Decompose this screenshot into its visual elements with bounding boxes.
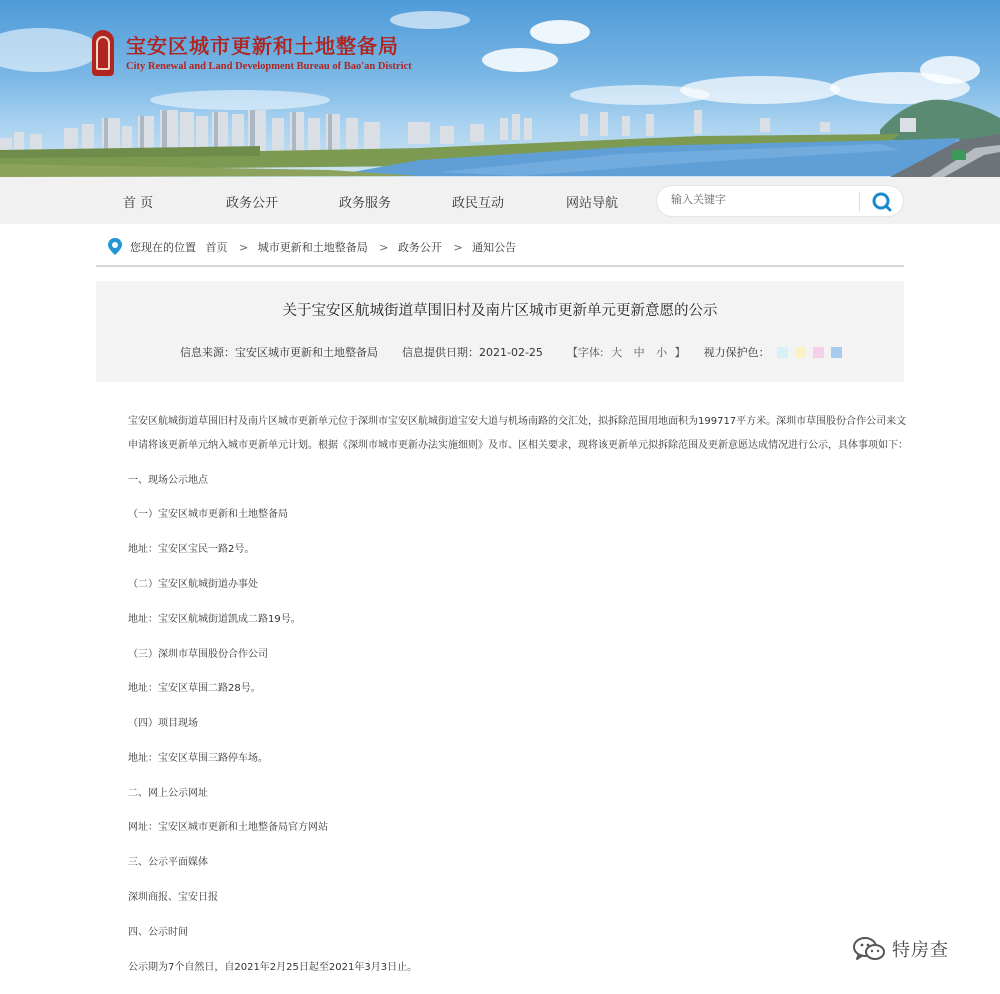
location-pin-icon bbox=[108, 238, 122, 255]
breadcrumb bbox=[96, 226, 904, 267]
address-line: 地址：宝安区草围二路28号。 bbox=[128, 683, 261, 694]
section-heading: 三、公示平面媒体 bbox=[128, 857, 208, 868]
search-icon[interactable] bbox=[871, 191, 893, 213]
nav-interaction[interactable]: 政民互动 bbox=[452, 196, 505, 211]
sub-heading: （一）宝安区城市更新和土地整备局 bbox=[128, 509, 288, 520]
breadcrumb-separator: > bbox=[453, 241, 463, 254]
intro-paragraph-line: 宝安区航城街道草围旧村及南片区城市更新单元位于深圳市宝安区航城街道宝安大道与机场南路的交汇处，拟拆除范围用地面积为199717平方米。深圳市草围股份合作公司来文 bbox=[128, 416, 907, 427]
watermark-text: 特房查 bbox=[892, 940, 949, 961]
section-heading: 四、公示时间 bbox=[128, 927, 188, 938]
wechat-icon bbox=[852, 936, 886, 962]
sub-heading: （三）深圳市草围股份合作公司 bbox=[128, 649, 268, 660]
nav-government-services[interactable]: 政务服务 bbox=[339, 196, 392, 211]
website-line: 网址：宝安区城市更新和土地整备局官方网站 bbox=[128, 822, 328, 833]
seal-icon bbox=[92, 30, 114, 76]
sub-heading: （四）项目现场 bbox=[128, 718, 198, 729]
font-size-medium[interactable]: 中 bbox=[633, 346, 645, 359]
header-banner bbox=[0, 0, 1000, 177]
site-title: 宝安区城市更新和土地整备局 bbox=[126, 34, 399, 58]
section-heading: 一、现场公示地点 bbox=[128, 475, 208, 486]
search-divider bbox=[859, 192, 860, 212]
info-source: 信息来源：宝安区城市更新和土地整备局 bbox=[180, 346, 378, 359]
sub-heading: （二）宝安区航城街道办事处 bbox=[128, 579, 258, 590]
breadcrumb-bureau[interactable]: 城市更新和土地整备局 bbox=[257, 241, 368, 254]
nav-government-affairs[interactable]: 政务公开 bbox=[226, 196, 279, 211]
address-line: 地址：宝安区草围三路停车场。 bbox=[128, 753, 268, 764]
city-skyline-image bbox=[0, 0, 1000, 177]
nav-site-map[interactable]: 网站导航 bbox=[566, 196, 619, 211]
eye-color-blue[interactable] bbox=[831, 347, 842, 358]
main-nav bbox=[0, 177, 1000, 224]
breadcrumb-separator: > bbox=[379, 241, 389, 254]
font-size-small[interactable]: 小 bbox=[656, 346, 668, 359]
breadcrumb-separator: > bbox=[239, 241, 249, 254]
search-box bbox=[656, 185, 904, 217]
site-logo[interactable] bbox=[92, 30, 412, 76]
article-header bbox=[96, 281, 904, 382]
address-line: 地址：宝安区宝民一路2号。 bbox=[128, 544, 255, 555]
font-size-label: 【字体: bbox=[566, 346, 604, 359]
article-meta bbox=[180, 344, 842, 360]
watermark bbox=[852, 936, 949, 962]
article-title: 关于宝安区航城街道草围旧村及南片区城市更新单元更新意愿的公示 bbox=[282, 303, 718, 319]
site-title-en: City Renewal and Land Development Bureau of Bao'an District bbox=[126, 61, 412, 72]
breadcrumb-home[interactable]: 首页 bbox=[205, 241, 228, 254]
breadcrumb-government-affairs[interactable]: 政务公开 bbox=[397, 241, 442, 254]
eye-color-pink[interactable] bbox=[813, 347, 824, 358]
nav-home[interactable]: 首 页 bbox=[123, 196, 154, 211]
intro-paragraph-line: 申请将该更新单元纳入城市更新单元计划。根据《深圳市城市更新办法实施细则》及市、区相关要求，现将该更新单元拟拆除范围及更新意愿达成情况进行公示，具体事项如下： bbox=[128, 440, 908, 451]
media-line: 深圳商报、宝安日报 bbox=[128, 892, 218, 903]
font-size-close: 】 bbox=[674, 346, 686, 359]
eye-color-yellow[interactable] bbox=[795, 347, 806, 358]
search-input[interactable] bbox=[671, 193, 851, 206]
eye-color-cyan[interactable] bbox=[777, 347, 788, 358]
section-heading: 二、网上公示网址 bbox=[128, 788, 208, 799]
eye-care-label: 视力保护色： bbox=[703, 346, 770, 359]
font-size-large[interactable]: 大 bbox=[611, 346, 623, 359]
breadcrumb-notices[interactable]: 通知公告 bbox=[472, 241, 517, 254]
period-line: 公示期为7个自然日，自2021年2月25日起至2021年3月3日止。 bbox=[128, 962, 418, 973]
info-date: 信息提供日期：2021-02-25 bbox=[402, 346, 543, 359]
font-size-switcher bbox=[567, 344, 686, 360]
address-line: 地址：宝安区航城街道凯成二路19号。 bbox=[128, 614, 301, 625]
breadcrumb-prefix: 您现在的位置 bbox=[130, 241, 196, 254]
